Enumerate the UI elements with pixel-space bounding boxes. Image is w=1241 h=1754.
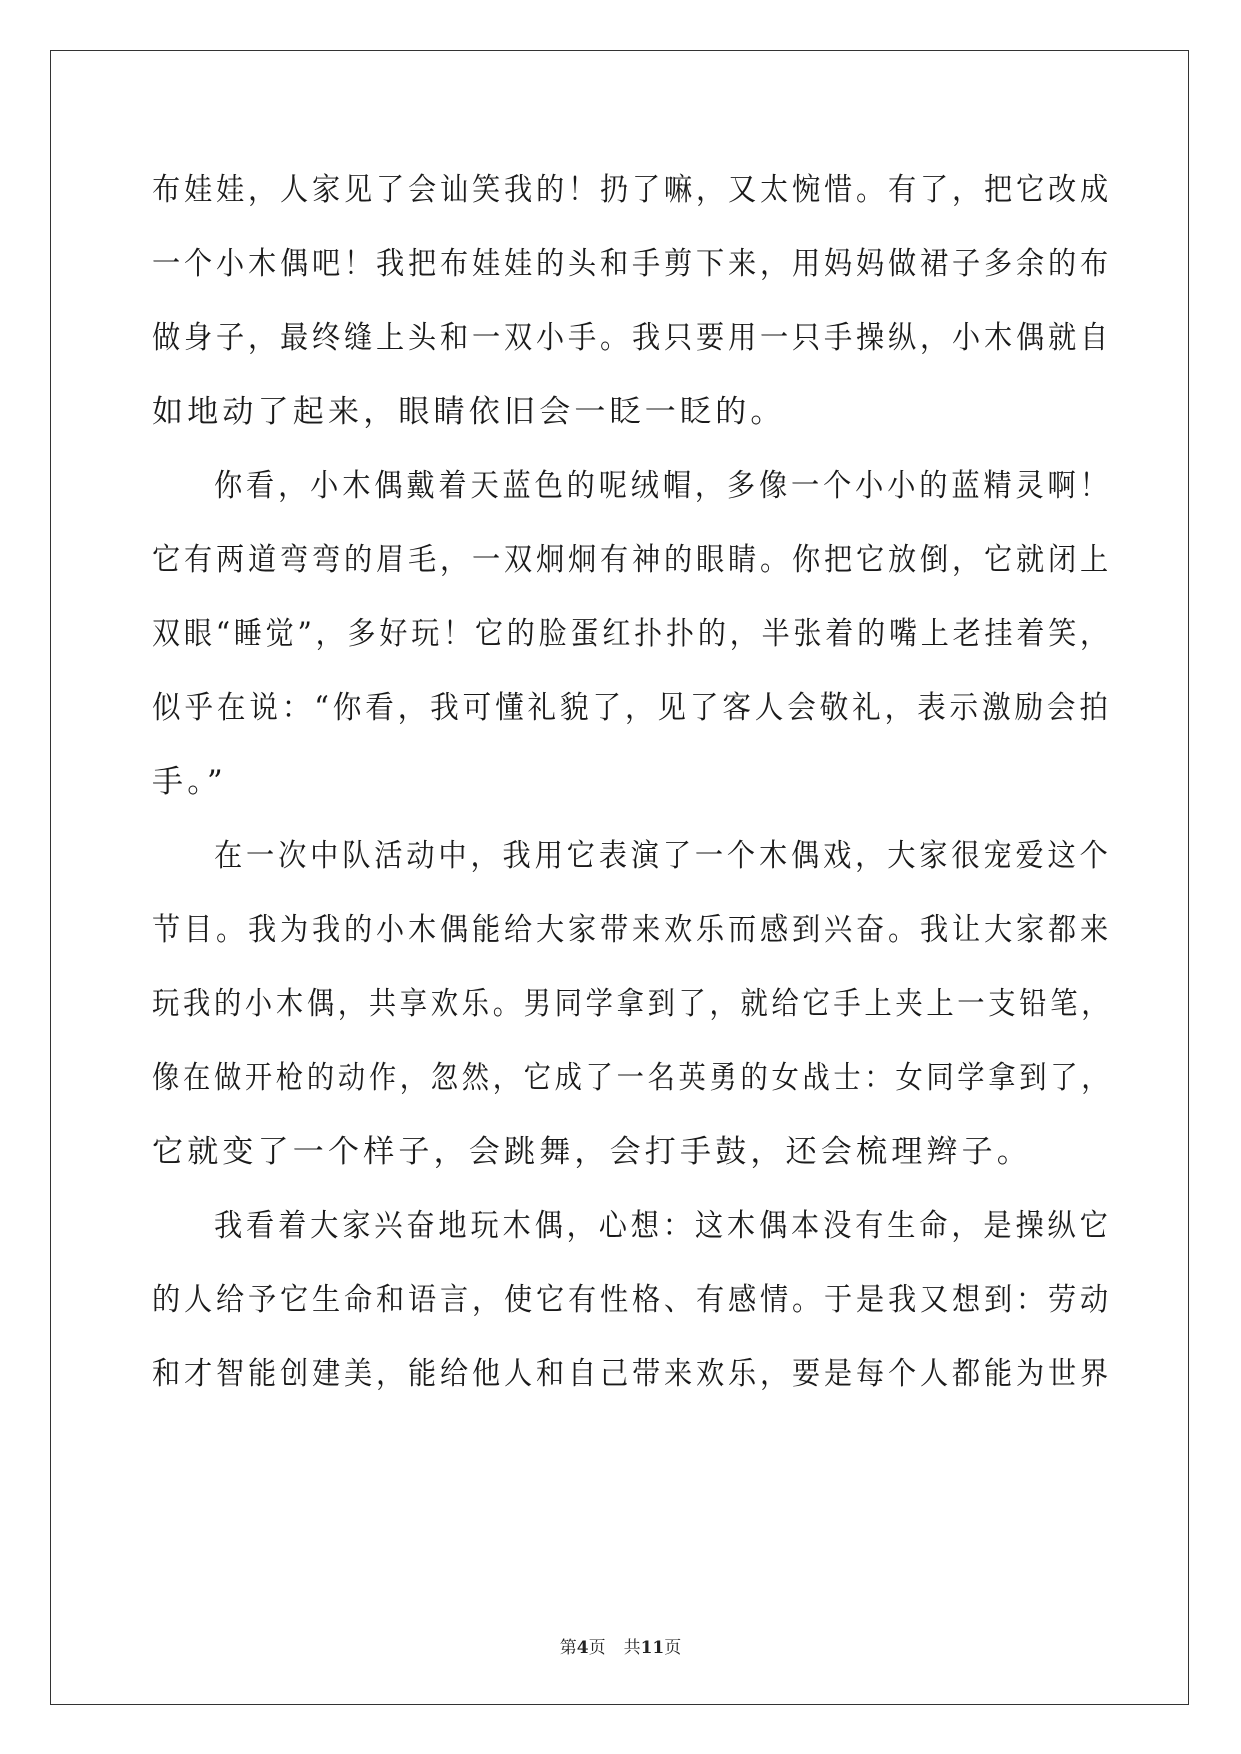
text-line: 布娃娃，人家见了会讪笑我的！扔了嘛，又太惋惜。有了，把它改成 xyxy=(152,172,1112,208)
total-pages: 11 xyxy=(640,1638,665,1658)
text-line: 我看着大家兴奋地玩木偶，心想：这木偶本没有生命，是操纵它 xyxy=(214,1208,1112,1244)
text-line: 你看，小木偶戴着天蓝色的呢绒帽，多像一个小小的蓝精灵啊！ xyxy=(214,468,1112,504)
page-footer xyxy=(0,1636,1241,1660)
text-line: 做身子，最终缝上头和一双小手。我只要用一只手操纵，小木偶就自 xyxy=(152,320,1112,356)
page-number: 4 xyxy=(576,1638,589,1658)
total-prefix: 共 xyxy=(623,1638,641,1658)
text-line: 它有两道弯弯的眉毛，一双炯炯有神的眼睛。你把它放倒，它就闭上 xyxy=(152,542,1112,578)
page-prefix: 第 xyxy=(559,1638,577,1658)
text-line: 像在做开枪的动作，忽然，它成了一名英勇的女战士：女同学拿到了， xyxy=(152,1060,1113,1096)
total-suffix: 页 xyxy=(664,1638,682,1658)
page-suffix: 页 xyxy=(588,1638,606,1658)
text-line: 如地动了起来，眼睛依旧会一眨一眨的。 xyxy=(152,394,786,430)
text-line: 玩我的小木偶，共享欢乐。男同学拿到了，就给它手上夹上一支铅笔， xyxy=(152,986,1113,1022)
text-line: 一个小木偶吧！我把布娃娃的头和手剪下来，用妈妈做裙子多余的布 xyxy=(152,246,1112,282)
text-line: 的人给予它生命和语言，使它有性格、有感情。于是我又想到：劳动 xyxy=(152,1282,1112,1318)
text-line: 似乎在说：“你看，我可懂礼貌了，见了客人会敬礼，表示激励会拍 xyxy=(152,690,1112,726)
text-line: 节目。我为我的小木偶能给大家带来欢乐而感到兴奋。我让大家都来 xyxy=(152,912,1112,948)
text-line: 和才智能创建美，能给他人和自己带来欢乐，要是每个人都能为世界 xyxy=(152,1356,1112,1392)
text-line: 它就变了一个样子，会跳舞，会打手鼓，还会梳理辫子。 xyxy=(152,1134,1032,1170)
text-line: 双眼“睡觉”，多好玩！它的脸蛋红扑扑的，半张着的嘴上老挂着笑， xyxy=(152,616,1112,652)
text-line: 手。” xyxy=(152,764,227,800)
text-line: 在一次中队活动中，我用它表演了一个木偶戏，大家很宠爱这个 xyxy=(214,838,1112,874)
